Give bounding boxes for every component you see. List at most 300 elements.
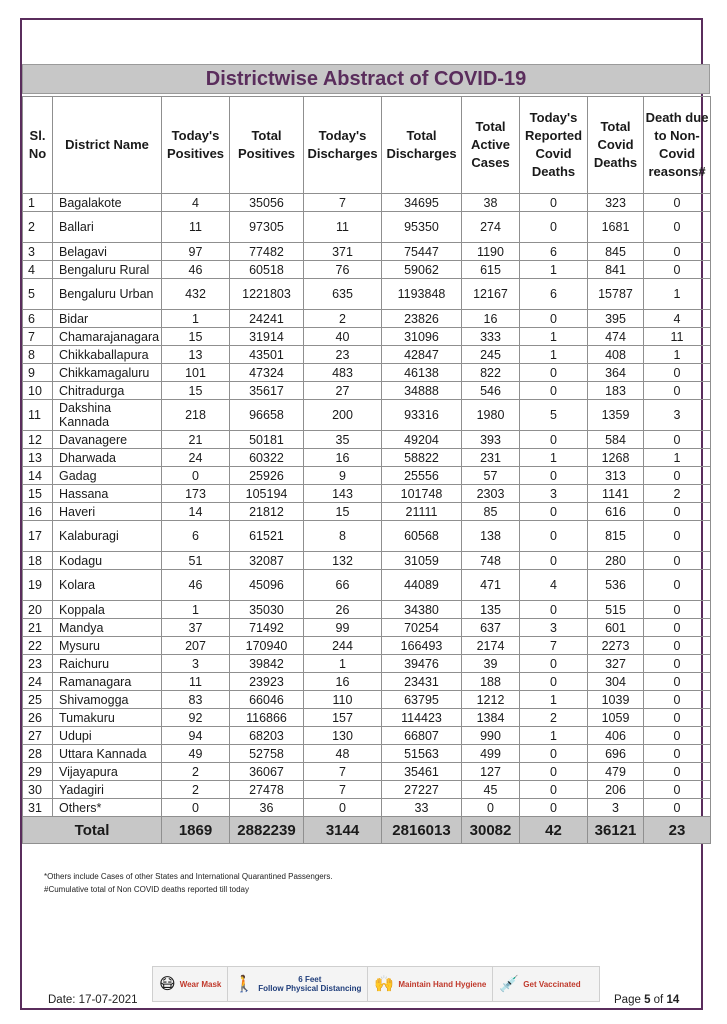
cell-district-name: Uttara Kannada (53, 745, 162, 763)
cell-non-covid-deaths: 0 (644, 212, 711, 243)
cell-todays-discharges: 15 (304, 503, 382, 521)
table-row (23, 570, 711, 601)
cell-todays-covid-deaths: 6 (520, 243, 588, 261)
cell-district-name: Chitradurga (53, 382, 162, 400)
cell-sl-no: 17 (23, 521, 53, 552)
cell-district-name: Bengaluru Urban (53, 279, 162, 310)
table-row (23, 691, 711, 709)
cell-total-discharges: 70254 (382, 619, 462, 637)
cell-total-covid-deaths: 304 (588, 673, 644, 691)
cell-active-cases: 2303 (462, 485, 520, 503)
cell-total-positives: 1221803 (230, 279, 304, 310)
cell-district-name: Shivamogga (53, 691, 162, 709)
cell-total-covid-deaths: 2273 (588, 637, 644, 655)
table-row (23, 799, 711, 817)
cell-non-covid-deaths: 0 (644, 467, 711, 485)
cell-non-covid-deaths: 0 (644, 243, 711, 261)
cell-todays-discharges: 1 (304, 655, 382, 673)
cell-total-discharges: 31096 (382, 328, 462, 346)
cell-non-covid-deaths: 1 (644, 346, 711, 364)
cell-district-name: Vijayapura (53, 763, 162, 781)
cell-active-cases: 546 (462, 382, 520, 400)
cell-todays-positives: 92 (162, 709, 230, 727)
cell-sl-no: 3 (23, 243, 53, 261)
cell-active-cases: 990 (462, 727, 520, 745)
cell-district-name: Gadag (53, 467, 162, 485)
cell-total-discharges: 25556 (382, 467, 462, 485)
cell-todays-positives: 2 (162, 763, 230, 781)
cell-todays-positives: 6 (162, 521, 230, 552)
cell-sl-no: 21 (23, 619, 53, 637)
header-todays-covid-deaths: Today's Reported Covid Deaths (520, 97, 588, 194)
cell-todays-covid-deaths: 0 (520, 431, 588, 449)
cell-non-covid-deaths: 0 (644, 727, 711, 745)
cell-total-discharges: 35461 (382, 763, 462, 781)
cell-todays-discharges: 11 (304, 212, 382, 243)
banner-distance-text (258, 975, 361, 993)
table-row (23, 431, 711, 449)
cell-sl-no: 13 (23, 449, 53, 467)
cell-active-cases: 393 (462, 431, 520, 449)
cell-todays-discharges: 110 (304, 691, 382, 709)
cell-todays-covid-deaths: 1 (520, 449, 588, 467)
hand-wash-icon: 🙌 (374, 976, 395, 993)
cell-total-discharges: 75447 (382, 243, 462, 261)
cell-total-discharges: 46138 (382, 364, 462, 382)
cell-non-covid-deaths: 0 (644, 570, 711, 601)
cell-district-name: Haveri (53, 503, 162, 521)
cell-todays-positives: 37 (162, 619, 230, 637)
cell-sl-no: 27 (23, 727, 53, 745)
cell-total-covid-deaths: 479 (588, 763, 644, 781)
cell-total-positives: 31914 (230, 328, 304, 346)
total-row (23, 817, 711, 844)
cell-total-positives: 32087 (230, 552, 304, 570)
cell-total-discharges: 23826 (382, 310, 462, 328)
cell-todays-positives: 21 (162, 431, 230, 449)
cell-district-name: Yadagiri (53, 781, 162, 799)
cell-todays-covid-deaths: 0 (520, 503, 588, 521)
cell-sl-no: 4 (23, 261, 53, 279)
cell-non-covid-deaths: 0 (644, 655, 711, 673)
cell-todays-positives: 13 (162, 346, 230, 364)
cell-active-cases: 245 (462, 346, 520, 364)
cell-todays-positives: 4 (162, 194, 230, 212)
cell-sl-no: 7 (23, 328, 53, 346)
cell-todays-discharges: 7 (304, 763, 382, 781)
cell-non-covid-deaths: 1 (644, 279, 711, 310)
table-row (23, 781, 711, 799)
cell-active-cases: 274 (462, 212, 520, 243)
cell-sl-no: 31 (23, 799, 53, 817)
cell-sl-no: 6 (23, 310, 53, 328)
cell-todays-positives: 1 (162, 310, 230, 328)
table-row (23, 243, 711, 261)
cell-active-cases: 16 (462, 310, 520, 328)
cell-total-covid-deaths: 696 (588, 745, 644, 763)
cell-total-covid-deaths: 15787 (588, 279, 644, 310)
cell-todays-covid-deaths: 0 (520, 763, 588, 781)
cell-total-positives: 39842 (230, 655, 304, 673)
cell-non-covid-deaths: 0 (644, 781, 711, 799)
header-sl-no: Sl. No (23, 97, 53, 194)
cell-todays-discharges: 66 (304, 570, 382, 601)
cell-total-discharges: 42847 (382, 346, 462, 364)
table-row (23, 763, 711, 781)
cell-active-cases: 85 (462, 503, 520, 521)
cell-active-cases: 333 (462, 328, 520, 346)
page-title: Districtwise Abstract of COVID-19 (22, 64, 710, 94)
cell-non-covid-deaths: 0 (644, 619, 711, 637)
cell-todays-positives: 207 (162, 637, 230, 655)
cell-active-cases: 231 (462, 449, 520, 467)
cell-todays-discharges: 244 (304, 637, 382, 655)
cell-todays-discharges: 16 (304, 673, 382, 691)
table-row (23, 485, 711, 503)
cell-total-discharges: 34380 (382, 601, 462, 619)
cell-district-name: Mandya (53, 619, 162, 637)
cell-sl-no: 25 (23, 691, 53, 709)
cell-total-discharges: 58822 (382, 449, 462, 467)
cell-district-name: Chamarajanagara (53, 328, 162, 346)
footnote-others: *Others include Cases of other States and International Quarantined Passengers. (44, 872, 333, 881)
cell-total-positives: 47324 (230, 364, 304, 382)
page-middle: of (650, 994, 667, 1006)
cell-total-covid-deaths: 616 (588, 503, 644, 521)
cell-district-name: Chikkamagaluru (53, 364, 162, 382)
cell-todays-discharges: 7 (304, 781, 382, 799)
cell-non-covid-deaths: 0 (644, 261, 711, 279)
cell-sl-no: 12 (23, 431, 53, 449)
table-row (23, 727, 711, 745)
cell-district-name: Tumakuru (53, 709, 162, 727)
cell-sl-no: 1 (23, 194, 53, 212)
cell-total-discharges: 59062 (382, 261, 462, 279)
cell-total-covid-deaths: 601 (588, 619, 644, 637)
page-current: 5 (644, 994, 651, 1006)
cell-sl-no: 30 (23, 781, 53, 799)
cell-total-discharges: 34888 (382, 382, 462, 400)
cell-todays-covid-deaths: 0 (520, 781, 588, 799)
cell-sl-no: 10 (23, 382, 53, 400)
cell-todays-covid-deaths: 0 (520, 194, 588, 212)
cell-todays-discharges: 130 (304, 727, 382, 745)
cell-todays-covid-deaths: 0 (520, 382, 588, 400)
cell-sl-no: 5 (23, 279, 53, 310)
cell-active-cases: 1212 (462, 691, 520, 709)
cell-total-positives: 71492 (230, 619, 304, 637)
cell-todays-covid-deaths: 0 (520, 521, 588, 552)
cell-total-discharges: 33 (382, 799, 462, 817)
cell-todays-positives: 51 (162, 552, 230, 570)
table-row (23, 467, 711, 485)
cell-district-name: Bagalakote (53, 194, 162, 212)
table-body (23, 194, 711, 817)
cell-total-covid-deaths: 536 (588, 570, 644, 601)
cell-total-covid-deaths: 406 (588, 727, 644, 745)
cell-district-name: Chikkaballapura (53, 346, 162, 364)
cell-total-discharges: 101748 (382, 485, 462, 503)
cell-active-cases: 127 (462, 763, 520, 781)
cell-todays-discharges: 35 (304, 431, 382, 449)
cell-total-covid-deaths: 845 (588, 243, 644, 261)
cell-total-covid-deaths: 1059 (588, 709, 644, 727)
cell-total-discharges: 66807 (382, 727, 462, 745)
cell-total-positives: 36 (230, 799, 304, 817)
cell-total-discharges: 27227 (382, 781, 462, 799)
cell-sl-no: 18 (23, 552, 53, 570)
cell-total-discharges: 34695 (382, 194, 462, 212)
cell-total-covid-deaths: 183 (588, 382, 644, 400)
table-row (23, 521, 711, 552)
table-row (23, 552, 711, 570)
table-row (23, 310, 711, 328)
cell-total-positives: 50181 (230, 431, 304, 449)
cell-total-discharges: 95350 (382, 212, 462, 243)
covid-appropriate-behaviour-banner (152, 966, 600, 1002)
cell-todays-covid-deaths: 4 (520, 570, 588, 601)
cell-total-covid-deaths: 815 (588, 521, 644, 552)
cell-total-covid-deaths: 206 (588, 781, 644, 799)
cell-non-covid-deaths: 1 (644, 449, 711, 467)
cell-sl-no: 8 (23, 346, 53, 364)
cell-active-cases: 1980 (462, 400, 520, 431)
cell-todays-covid-deaths: 3 (520, 485, 588, 503)
cell-todays-positives: 15 (162, 328, 230, 346)
cell-sl-no: 11 (23, 400, 53, 431)
cell-todays-discharges: 7 (304, 194, 382, 212)
cell-todays-covid-deaths: 1 (520, 328, 588, 346)
cell-todays-covid-deaths: 1 (520, 346, 588, 364)
header-total-positives: Total Positives (230, 97, 304, 194)
cell-total-positives: 77482 (230, 243, 304, 261)
cell-non-covid-deaths: 0 (644, 745, 711, 763)
cell-todays-covid-deaths: 1 (520, 261, 588, 279)
total-covid-deaths: 36121 (588, 817, 644, 844)
total-total-discharges: 2816013 (382, 817, 462, 844)
cell-total-discharges: 1193848 (382, 279, 462, 310)
cell-non-covid-deaths: 0 (644, 431, 711, 449)
footnote-non-covid: #Cumulative total of Non COVID deaths reported till today (44, 885, 249, 894)
cell-todays-positives: 24 (162, 449, 230, 467)
cell-todays-covid-deaths: 7 (520, 637, 588, 655)
cell-todays-discharges: 27 (304, 382, 382, 400)
cell-active-cases: 188 (462, 673, 520, 691)
cell-total-positives: 35617 (230, 382, 304, 400)
header-district-name: District Name (53, 97, 162, 194)
cell-total-positives: 35056 (230, 194, 304, 212)
cell-todays-discharges: 9 (304, 467, 382, 485)
cell-todays-positives: 97 (162, 243, 230, 261)
table-header-row (23, 97, 711, 194)
table-row (23, 364, 711, 382)
cell-active-cases: 1384 (462, 709, 520, 727)
cell-total-covid-deaths: 3 (588, 799, 644, 817)
cell-district-name: Kalaburagi (53, 521, 162, 552)
cell-todays-discharges: 16 (304, 449, 382, 467)
cell-todays-positives: 1 (162, 601, 230, 619)
cell-sl-no: 2 (23, 212, 53, 243)
cell-todays-covid-deaths: 0 (520, 310, 588, 328)
cell-active-cases: 499 (462, 745, 520, 763)
cell-total-discharges: 23431 (382, 673, 462, 691)
table-row (23, 382, 711, 400)
cell-todays-discharges: 635 (304, 279, 382, 310)
cell-todays-discharges: 483 (304, 364, 382, 382)
table-row (23, 194, 711, 212)
report-date: Date: 17-07-2021 (48, 994, 138, 1006)
cell-total-covid-deaths: 474 (588, 328, 644, 346)
cell-total-positives: 21812 (230, 503, 304, 521)
cell-total-positives: 35030 (230, 601, 304, 619)
cell-non-covid-deaths: 0 (644, 194, 711, 212)
total-label: Total (23, 817, 162, 844)
cell-todays-covid-deaths: 6 (520, 279, 588, 310)
total-active-cases: 30082 (462, 817, 520, 844)
cell-active-cases: 2174 (462, 637, 520, 655)
table-row (23, 279, 711, 310)
cell-district-name: Mysuru (53, 637, 162, 655)
cell-total-discharges: 39476 (382, 655, 462, 673)
cell-active-cases: 471 (462, 570, 520, 601)
header-total-discharges: Total Discharges (382, 97, 462, 194)
cell-total-positives: 52758 (230, 745, 304, 763)
cell-total-positives: 45096 (230, 570, 304, 601)
cell-active-cases: 38 (462, 194, 520, 212)
total-non-covid-deaths: 23 (644, 817, 711, 844)
cell-todays-covid-deaths: 0 (520, 601, 588, 619)
cell-district-name: Davanagere (53, 431, 162, 449)
cell-todays-discharges: 2 (304, 310, 382, 328)
cell-todays-covid-deaths: 0 (520, 467, 588, 485)
cell-total-positives: 27478 (230, 781, 304, 799)
cell-active-cases: 138 (462, 521, 520, 552)
cell-sl-no: 19 (23, 570, 53, 601)
cell-todays-covid-deaths: 0 (520, 655, 588, 673)
banner-distance-top: 6 Feet (298, 975, 322, 984)
cell-total-covid-deaths: 313 (588, 467, 644, 485)
table-row (23, 212, 711, 243)
cell-non-covid-deaths: 0 (644, 673, 711, 691)
cell-total-discharges: 31059 (382, 552, 462, 570)
cell-total-positives: 61521 (230, 521, 304, 552)
cell-total-discharges: 114423 (382, 709, 462, 727)
distancing-icon: 🚶 (234, 976, 255, 993)
header-todays-discharges: Today's Discharges (304, 97, 382, 194)
cell-total-positives: 68203 (230, 727, 304, 745)
cell-todays-discharges: 0 (304, 799, 382, 817)
syringe-icon: 💉 (499, 976, 520, 993)
cell-district-name: Ramanagara (53, 673, 162, 691)
cell-district-name: Hassana (53, 485, 162, 503)
cell-todays-positives: 11 (162, 212, 230, 243)
cell-active-cases: 45 (462, 781, 520, 799)
cell-non-covid-deaths: 0 (644, 691, 711, 709)
table-row (23, 503, 711, 521)
cell-total-positives: 96658 (230, 400, 304, 431)
cell-todays-covid-deaths: 0 (520, 364, 588, 382)
cell-todays-covid-deaths: 0 (520, 212, 588, 243)
table-row (23, 637, 711, 655)
cell-total-discharges: 49204 (382, 431, 462, 449)
table-row (23, 261, 711, 279)
cell-active-cases: 637 (462, 619, 520, 637)
cell-total-discharges: 166493 (382, 637, 462, 655)
cell-non-covid-deaths: 0 (644, 601, 711, 619)
footnotes (44, 870, 333, 896)
cell-todays-positives: 2 (162, 781, 230, 799)
cell-district-name: Dakshina Kannada (53, 400, 162, 431)
cell-todays-discharges: 48 (304, 745, 382, 763)
cell-non-covid-deaths: 0 (644, 503, 711, 521)
cell-active-cases: 12167 (462, 279, 520, 310)
table-row (23, 673, 711, 691)
cell-sl-no: 14 (23, 467, 53, 485)
header-total-active-cases: Total Active Cases (462, 97, 520, 194)
cell-district-name: Kodagu (53, 552, 162, 570)
cell-total-covid-deaths: 280 (588, 552, 644, 570)
cell-sl-no: 20 (23, 601, 53, 619)
cell-total-positives: 60518 (230, 261, 304, 279)
table-row (23, 400, 711, 431)
cell-total-covid-deaths: 515 (588, 601, 644, 619)
cell-todays-covid-deaths: 0 (520, 745, 588, 763)
table-row (23, 619, 711, 637)
cell-todays-discharges: 157 (304, 709, 382, 727)
cell-todays-positives: 432 (162, 279, 230, 310)
cell-non-covid-deaths: 4 (644, 310, 711, 328)
banner-vaccine-text: Get Vaccinated (523, 979, 581, 989)
cell-total-covid-deaths: 1268 (588, 449, 644, 467)
cell-total-positives: 105194 (230, 485, 304, 503)
cell-total-positives: 24241 (230, 310, 304, 328)
cell-todays-discharges: 99 (304, 619, 382, 637)
cell-todays-covid-deaths: 5 (520, 400, 588, 431)
cell-district-name: Raichuru (53, 655, 162, 673)
cell-todays-covid-deaths: 0 (520, 673, 588, 691)
cell-todays-covid-deaths: 0 (520, 799, 588, 817)
cell-total-covid-deaths: 1359 (588, 400, 644, 431)
cell-todays-discharges: 200 (304, 400, 382, 431)
cell-sl-no: 26 (23, 709, 53, 727)
banner-hygiene (367, 967, 492, 1001)
cell-todays-positives: 46 (162, 261, 230, 279)
cell-todays-positives: 218 (162, 400, 230, 431)
cell-total-discharges: 60568 (382, 521, 462, 552)
covid-table (22, 96, 711, 844)
cell-total-discharges: 44089 (382, 570, 462, 601)
table-row (23, 601, 711, 619)
banner-vaccine (492, 967, 586, 1001)
cell-todays-discharges: 26 (304, 601, 382, 619)
header-todays-positives: Today's Positives (162, 97, 230, 194)
cell-todays-covid-deaths: 3 (520, 619, 588, 637)
cell-district-name: Koppala (53, 601, 162, 619)
cell-todays-positives: 3 (162, 655, 230, 673)
cell-total-positives: 43501 (230, 346, 304, 364)
total-todays-positives: 1869 (162, 817, 230, 844)
cell-district-name: Bengaluru Rural (53, 261, 162, 279)
cell-todays-positives: 94 (162, 727, 230, 745)
total-todays-discharges: 3144 (304, 817, 382, 844)
cell-total-positives: 60322 (230, 449, 304, 467)
cell-active-cases: 135 (462, 601, 520, 619)
banner-mask (153, 967, 227, 1001)
cell-district-name: Belagavi (53, 243, 162, 261)
table-row (23, 709, 711, 727)
total-todays-covid-deaths: 42 (520, 817, 588, 844)
cell-todays-covid-deaths: 2 (520, 709, 588, 727)
